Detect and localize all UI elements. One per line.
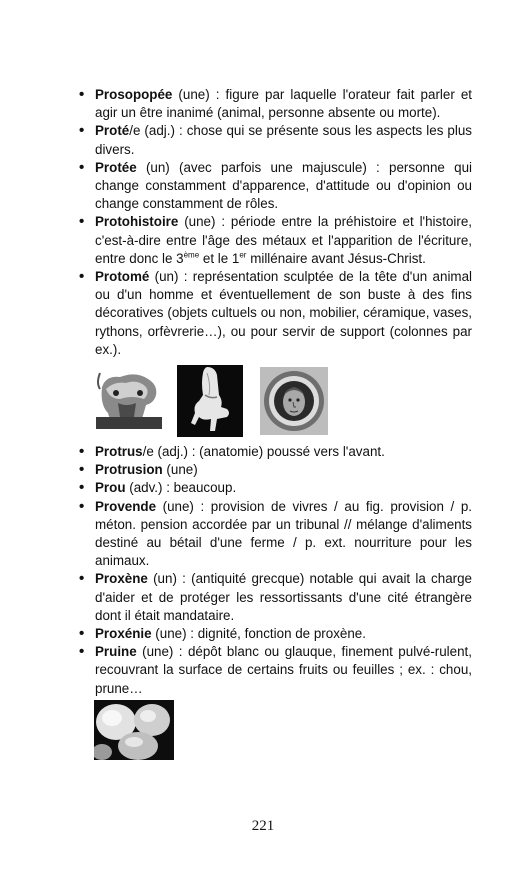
entry-definition: (une) xyxy=(162,462,198,478)
entry-definition: (adv.) : beaucoup. xyxy=(125,480,237,496)
head-medallion-image xyxy=(260,367,328,435)
entry-term: Prosopopée xyxy=(95,87,173,102)
entry-protrusion xyxy=(78,461,472,479)
entry-term: Protrus xyxy=(95,444,143,460)
glossary-entries xyxy=(78,86,472,762)
entry-definition: (un) (avec parfois une majuscule) : personne qui change constamment d'apparence, d'attitude ou d'opinion ou change constamment de rôles. xyxy=(95,159,472,212)
entry-term: Protomé xyxy=(95,269,150,285)
entry-term: Pruine xyxy=(95,644,137,660)
entry-term: Proxène xyxy=(95,571,148,587)
entry-definition: (une) : figure par laquelle l'orateur fait parler et agir un être inanimé (animal, personne absente ou morte). xyxy=(95,87,472,121)
entry-term: Protée xyxy=(95,159,137,175)
entry-term: Proté xyxy=(95,123,130,139)
entry-definition: (une) : provision de vivres / au fig. provision / p. méton. pension accordée par un tribunal // mélange d'aliments destiné au bétail d'une ferme / p. ext. nourriture pour les animaux. xyxy=(95,498,472,569)
entry-definition: (un) : représentation sculptée de la tête d'un animal ou d'un homme et éventuellement de son buste à des fins décoratives (objets cultuels ou non, mobilier, céramique, vases, rythons, orfèvrerie…), ou pour servir de support (colonnes par ex.). xyxy=(95,269,472,357)
superscript: ème xyxy=(183,250,200,260)
plums-image xyxy=(94,700,174,760)
entry-definition: /e (adj.) : (anatomie) poussé vers l'avant. xyxy=(142,444,385,460)
entry-definition: (un) : (antiquité grecque) notable qui avait la charge d'aider et de protéger les ressortissants d'une cité étrangère dont il était mandataire. xyxy=(95,571,472,623)
entry-prosopopee xyxy=(78,86,472,122)
entry-definition: (une) : période entre la préhistoire et l'histoire, c'est-à-dire entre l'âge des métaux et l'apparition de l'écriture, entre donc le 3 xyxy=(95,214,472,266)
entry-definition: (une) : dépôt blanc ou glauque, finement pulvé-rulent, recouvrant la surface de certains fruits ou feuilles ; ex. : chou, prune… xyxy=(95,644,472,696)
horse-protome-image xyxy=(177,365,243,437)
protome-images xyxy=(78,365,472,441)
entry-term: Protrusion xyxy=(95,462,163,478)
entry-proxene xyxy=(78,570,472,625)
entry-protome xyxy=(78,268,472,359)
bull-protome-image xyxy=(96,369,162,429)
entry-definition: et le 1 xyxy=(199,250,240,266)
entry-term: Protohistoire xyxy=(95,214,179,230)
entry-definition: millénaire avant Jésus-Christ. xyxy=(246,250,426,266)
entry-term: Provende xyxy=(95,498,157,514)
entry-prou xyxy=(78,479,472,497)
entry-protee xyxy=(78,159,472,214)
entry-pruine xyxy=(78,643,472,698)
entry-term: Prou xyxy=(95,480,126,496)
superscript: er xyxy=(239,250,247,260)
entry-provende xyxy=(78,498,472,571)
entry-proxenie xyxy=(78,625,472,643)
entry-definition: (une) : dignité, fonction de proxène. xyxy=(151,626,366,642)
pruine-image-row xyxy=(78,700,472,762)
entry-term: Proxénie xyxy=(95,626,152,642)
page-number: 221 xyxy=(251,818,275,834)
entry-protrus xyxy=(78,443,472,461)
entry-protohistoire xyxy=(78,213,472,268)
entry-definition: /e (adj.) : chose qui se présente sous les aspects les plus divers. xyxy=(95,123,472,157)
entry-prote xyxy=(78,122,472,158)
